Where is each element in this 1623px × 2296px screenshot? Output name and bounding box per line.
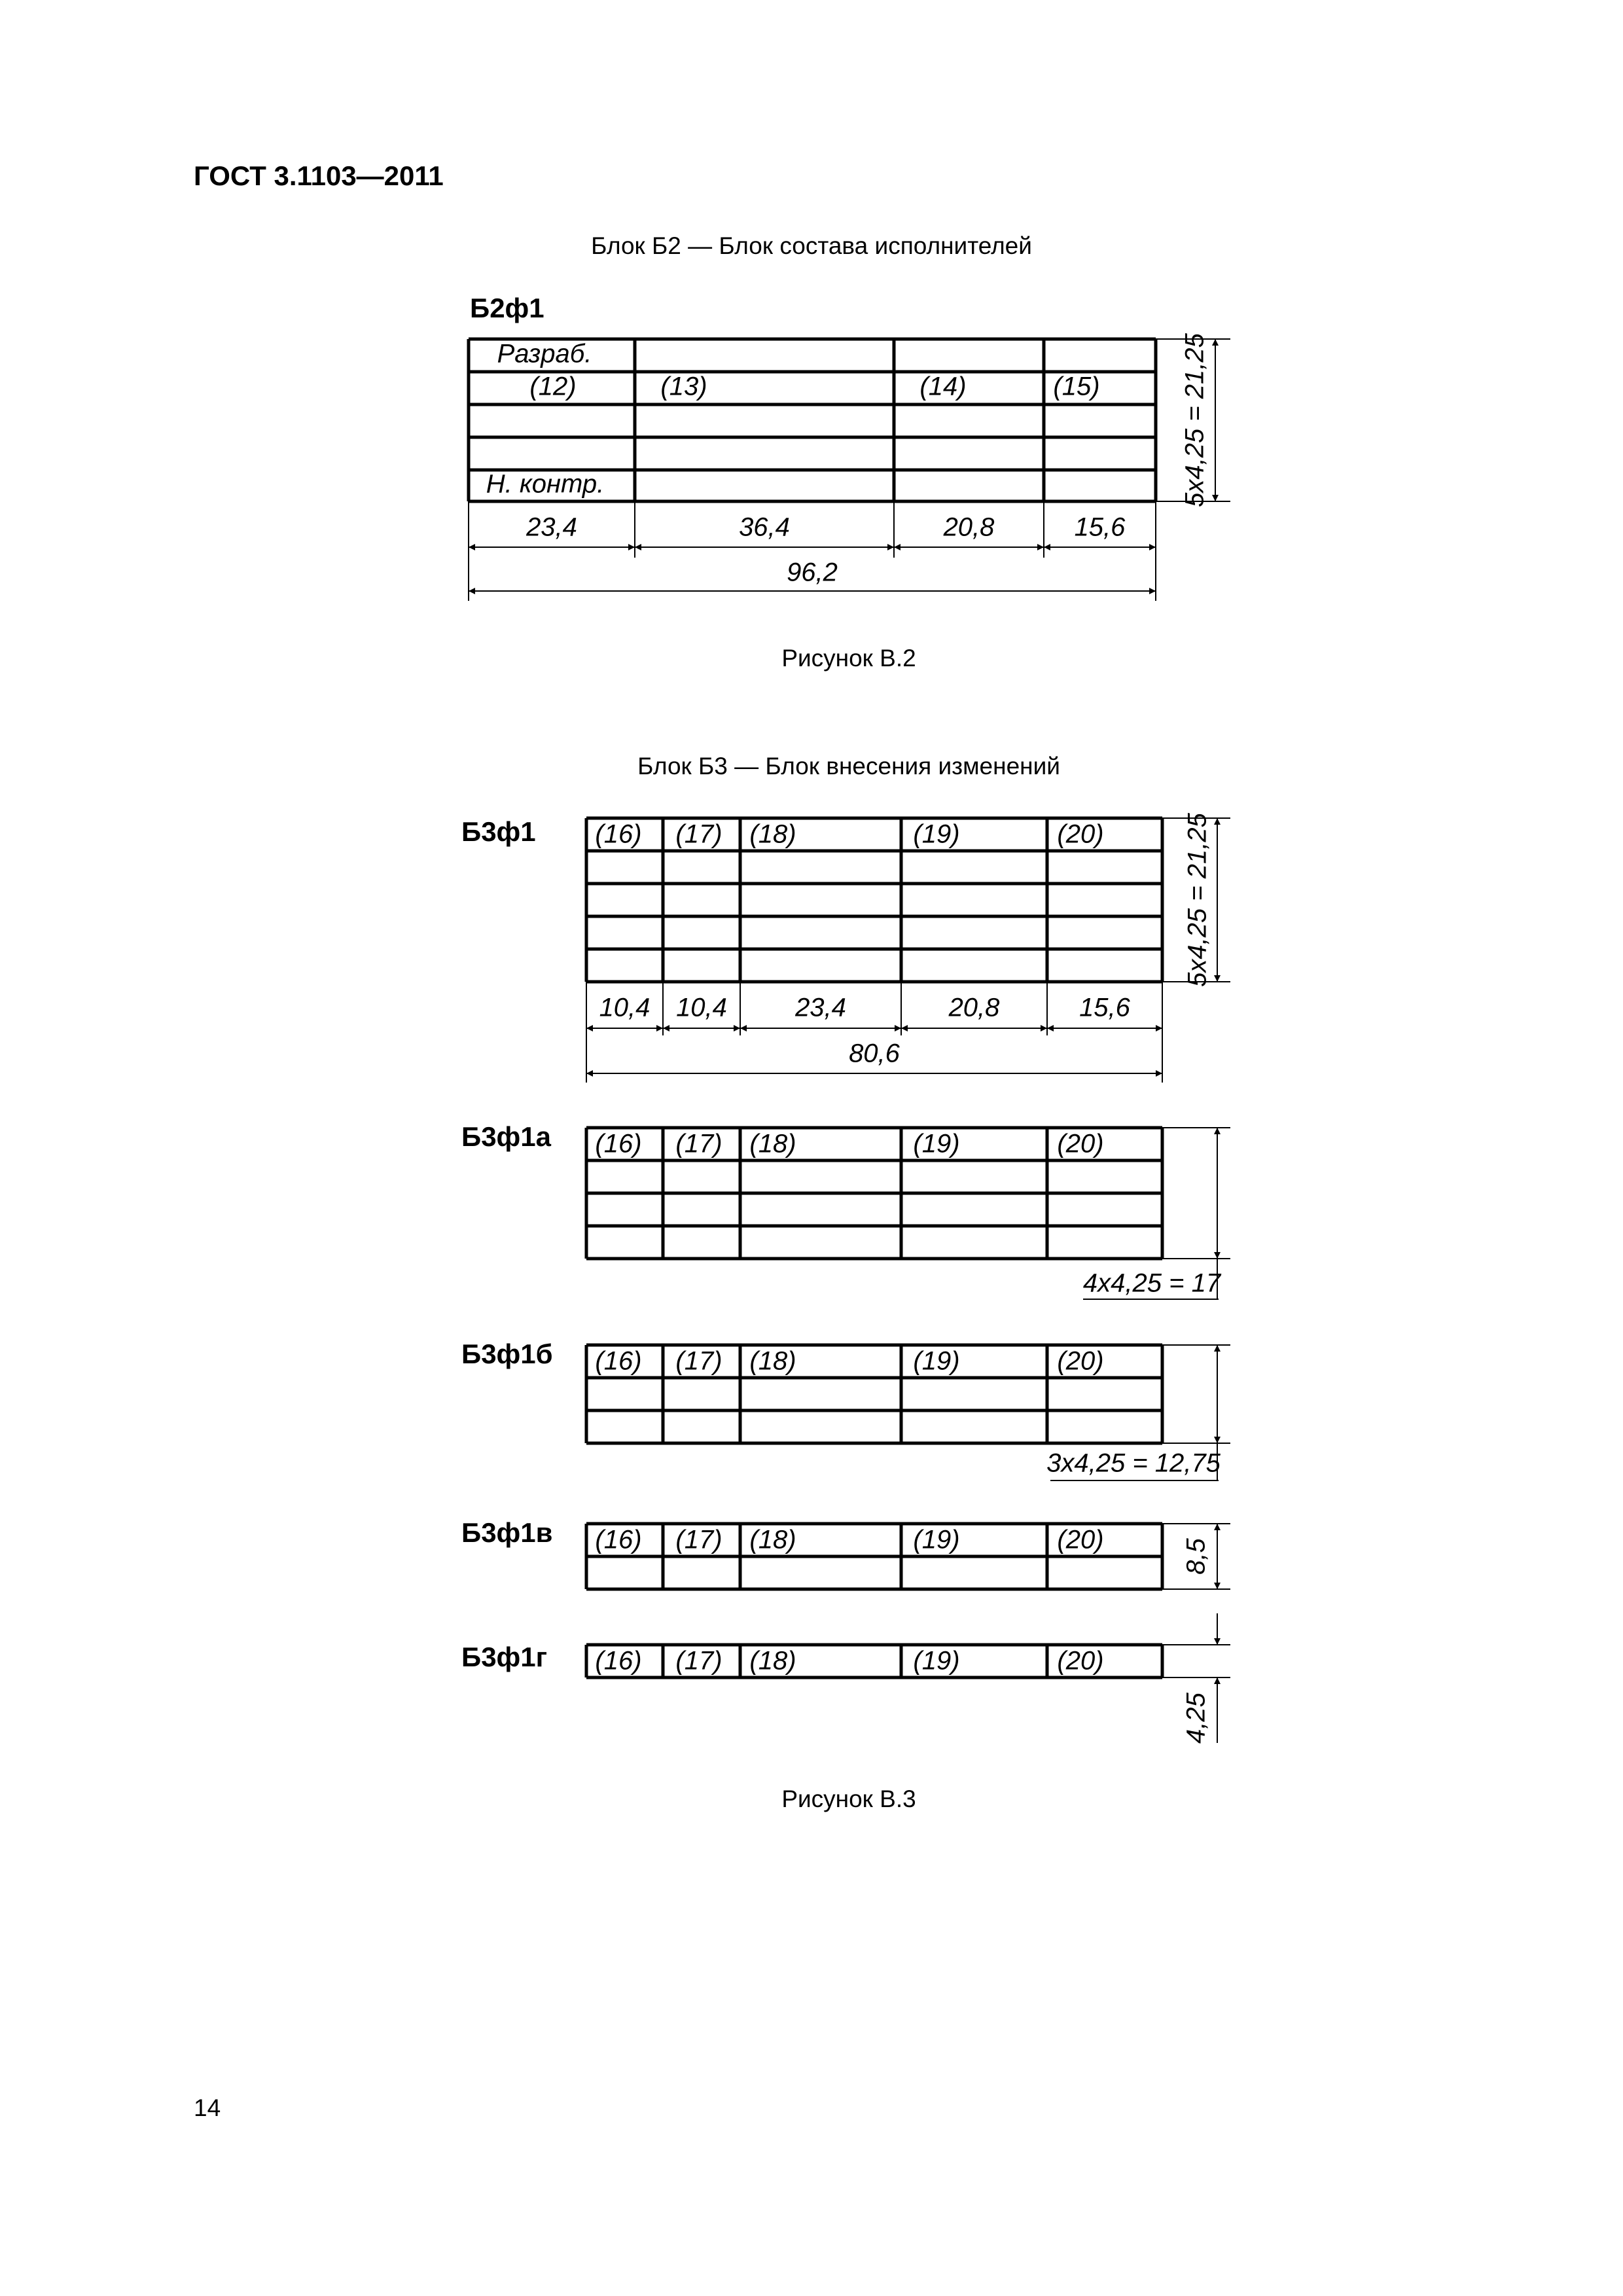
block-b3-title: Блок Б3 — Блок внесения изменений bbox=[637, 753, 1060, 780]
b2-cell-12: (12) bbox=[529, 372, 577, 401]
b3f1a-height-dimension-label: 4х4,25 = 17 bbox=[1082, 1268, 1221, 1298]
b2-height-dimension-label: 5х4,25 = 21,25 bbox=[1180, 333, 1209, 507]
document-standard-header: ГОСТ 3.1103—2011 bbox=[194, 160, 444, 191]
page-number: 14 bbox=[194, 2094, 221, 2121]
b3f1-dimension-label: 20,8 bbox=[948, 993, 1000, 1022]
b3f1b-table-col-label: (18) bbox=[749, 1346, 796, 1376]
b3f1a-table-col-label: (16) bbox=[595, 1129, 642, 1158]
b3f1v-table-col-label: (20) bbox=[1057, 1525, 1104, 1554]
form-label-b3f1b: Б3ф1б bbox=[461, 1338, 553, 1369]
b2-cell-developer: Разраб. bbox=[497, 339, 592, 368]
b2-cell-norm-control: Н. контр. bbox=[486, 469, 605, 499]
b3f1-table-col-label: (17) bbox=[675, 819, 722, 849]
b3f1-dimension-label: 23,4 bbox=[795, 993, 846, 1022]
b3f1v-table-col-label: (17) bbox=[675, 1525, 722, 1554]
b3f1b-table-col-label: (19) bbox=[913, 1346, 960, 1376]
b3f1g-table-col-label: (17) bbox=[675, 1646, 722, 1676]
form-label-b3f1a: Б3ф1а bbox=[461, 1121, 552, 1152]
form-label-b3f1v: Б3ф1в bbox=[461, 1517, 553, 1548]
b2-dimension-label: 23,4 bbox=[526, 512, 577, 542]
b3f1b-table-col-label: (17) bbox=[675, 1346, 722, 1376]
b3f1v-table-col-label: (19) bbox=[913, 1525, 960, 1554]
form-label-b2f1: Б2ф1 bbox=[470, 293, 544, 323]
form-label-b3f1g: Б3ф1г bbox=[461, 1641, 548, 1672]
b2-dimension-label: 15,6 bbox=[1074, 512, 1126, 542]
form-label-b3f1: Б3ф1 bbox=[461, 816, 536, 847]
b3f1v-height-dimension-label: 8,5 bbox=[1181, 1538, 1211, 1575]
b3f1b-height-dimension-label: 3х4,25 = 12,75 bbox=[1046, 1448, 1221, 1478]
b2-cell-15: (15) bbox=[1053, 372, 1100, 401]
b3f1v-table-col-label: (18) bbox=[749, 1525, 796, 1554]
b3f1g-table-col-label: (20) bbox=[1057, 1646, 1104, 1676]
b3f1g-table-col-label: (19) bbox=[913, 1646, 960, 1676]
figure-caption-b3: Рисунок В.3 bbox=[781, 1785, 916, 1812]
b3f1g-height-dimension-label: 4,25 bbox=[1181, 1693, 1211, 1744]
b3f1-dimension-label: 15,6 bbox=[1079, 993, 1130, 1022]
b2-dimension-label: 20,8 bbox=[943, 512, 995, 542]
b2-total-dimension-label: 96,2 bbox=[787, 558, 838, 587]
b3f1a-table-col-label: (18) bbox=[749, 1129, 796, 1158]
b3f1g-table-col-label: (16) bbox=[595, 1646, 642, 1676]
b3f1a-table-col-label: (17) bbox=[675, 1129, 722, 1158]
b3f1-table-col-label: (20) bbox=[1057, 819, 1104, 849]
b3f1-table-col-label: (18) bbox=[749, 819, 796, 849]
b3f1-height-dimension-label: 5х4,25 = 21,25 bbox=[1183, 813, 1212, 987]
figure-caption-b2: Рисунок В.2 bbox=[781, 645, 916, 672]
b2-dimension-label: 36,4 bbox=[739, 512, 790, 542]
b3f1a-table-col-label: (20) bbox=[1057, 1129, 1104, 1158]
b3f1g-table-col-label: (18) bbox=[749, 1646, 796, 1676]
b3f1-dimension-label: 10,4 bbox=[676, 993, 727, 1022]
b3f1b-table-col-label: (16) bbox=[595, 1346, 642, 1376]
b2-cell-14: (14) bbox=[919, 372, 967, 401]
b3f1-table-col-label: (16) bbox=[595, 819, 642, 849]
b3f1-table-col-label: (19) bbox=[913, 819, 960, 849]
block-b2-title: Блок Б2 — Блок состава исполнителей bbox=[591, 232, 1032, 259]
b3f1-dimension-label: 10,4 bbox=[599, 993, 651, 1022]
b2-cell-13: (13) bbox=[660, 372, 707, 401]
b3f1v-table-col-label: (16) bbox=[595, 1525, 642, 1554]
b3f1-total-dimension-label: 80,6 bbox=[849, 1039, 900, 1068]
b3f1b-table-col-label: (20) bbox=[1057, 1346, 1104, 1376]
b3f1a-table-col-label: (19) bbox=[913, 1129, 960, 1158]
